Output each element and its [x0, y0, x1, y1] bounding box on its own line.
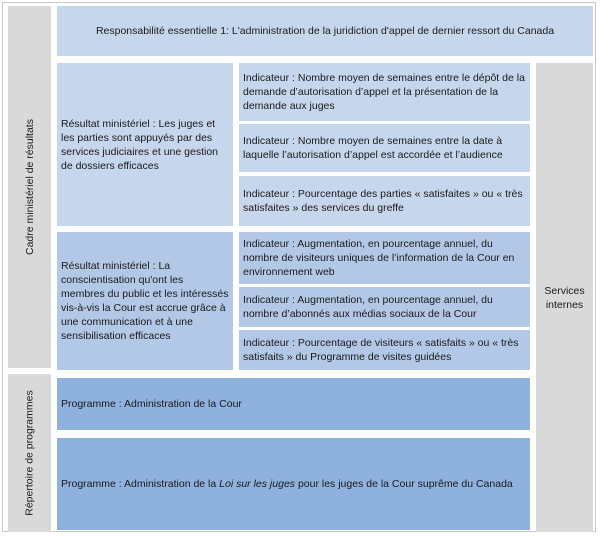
indicator-2-1-text: Indicateur : Augmentation, en pourcentage annuel, du nombre de visiteurs uniques de l’information de la Cour en environnement web	[243, 238, 515, 278]
internal-services-text: Services internes	[544, 284, 585, 311]
program-inventory-side-label-box	[8, 374, 51, 532]
indicator-2-3-text: Indicateur : Pourcentage de visiteurs « satisfaits » ou « très satisfaits » du Programme de visites guidées	[243, 337, 519, 363]
indicator-2-1	[239, 232, 530, 284]
program-2-prefix: Programme : Administration de la	[61, 478, 220, 490]
program-2-box	[57, 438, 530, 530]
indicator-1-3-text: Indicateur : Pourcentage des parties « satisfaites » ou « très satisfaites » des services du greffe	[243, 188, 523, 214]
indicator-2-3	[239, 330, 530, 370]
indicator-1-1-text: Indicateur : Nombre moyen de semaines entre le dépôt de la demande d’autorisation d’appel et la présentation de la demande aux juges	[243, 72, 525, 112]
core-responsibility-box	[57, 6, 593, 56]
internal-services-box	[536, 63, 593, 532]
program-1-text: Programme : Administration de la Cour	[61, 398, 242, 410]
core-responsibility-text: Responsabilité essentielle 1: L'administration de la juridiction d'appel de dernier ressort du Canada	[95, 25, 555, 37]
program-2-text	[61, 477, 513, 491]
indicator-2-2-text: Indicateur : Augmentation, en pourcentage annuel, du nombre d’abonnés aux médias sociaux de la Cour	[243, 294, 493, 320]
indicator-1-2	[239, 124, 530, 172]
program-2-suffix: pour les juges de la Cour suprême du Canada	[295, 478, 513, 490]
departmental-result-2-text: Résultat ministériel : La conscientisation qu'ont les membres du public et les intéressés vis-à-vis la Cour est accrue grâce à une communication et à une sensibilisation efficaces	[61, 260, 229, 342]
indicator-1-1	[239, 63, 530, 121]
program-inventory-side-label: Répertoire de programmes	[23, 390, 36, 516]
program-1-box	[57, 378, 530, 430]
indicator-2-2	[239, 287, 530, 327]
indicator-1-3	[239, 176, 530, 226]
departmental-result-1	[57, 63, 233, 226]
program-2-italic: Loi sur les juges	[219, 478, 296, 490]
indicator-1-2-text: Indicateur : Nombre moyen de semaines entre la date à laquelle l’autorisation d’appel est accordée et l’audience	[243, 135, 503, 161]
departmental-result-1-text: Résultat ministériel : Les juges et les parties sont appuyés par des services judiciaires et une gestion de dossiers efficaces	[61, 117, 218, 172]
framework-side-label-box	[8, 6, 51, 368]
departmental-result-2	[57, 232, 233, 370]
framework-side-label: Cadre ministériel de résultats	[23, 119, 36, 255]
